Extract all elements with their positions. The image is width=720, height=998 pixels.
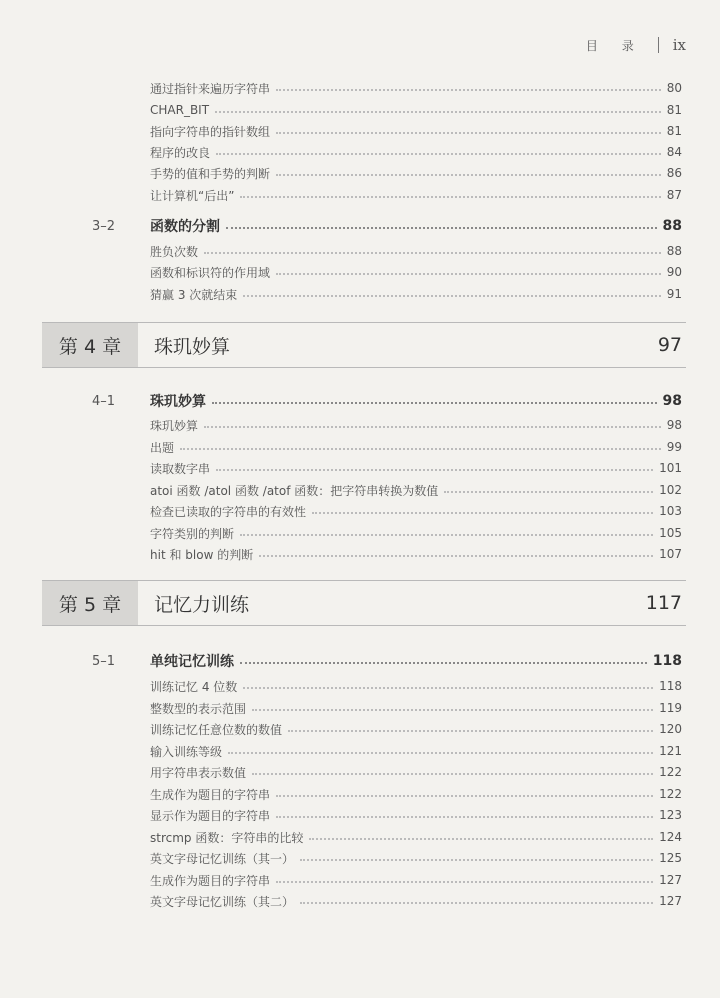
- dot-leader: [312, 512, 653, 514]
- toc-entry-label: 输入训练等级: [150, 744, 223, 759]
- dot-leader: [240, 662, 647, 664]
- toc-entry[interactable]: [0, 120, 720, 142]
- dot-leader: [216, 469, 653, 471]
- dot-leader: [309, 838, 653, 840]
- dot-leader: [276, 132, 661, 134]
- chapter-5-heading[interactable]: [42, 580, 686, 626]
- toc-entry[interactable]: [0, 761, 720, 783]
- toc-entry-page: 88: [666, 244, 682, 258]
- dot-leader: [444, 491, 653, 493]
- toc-entry-page: 99: [666, 440, 682, 454]
- chapter-title: 记忆力训练: [154, 593, 250, 616]
- toc-entry-page: 84: [666, 145, 682, 159]
- toc-entry-page: 98: [666, 418, 682, 432]
- toc-entry-page: 121: [659, 744, 682, 758]
- section-page: 98: [662, 393, 682, 409]
- section-title: 单纯记忆训练: [150, 654, 234, 670]
- dot-leader: [204, 252, 661, 254]
- section-number: 3–2: [92, 218, 116, 234]
- section-page: 88: [662, 218, 682, 234]
- chapter-4-heading[interactable]: [42, 322, 686, 368]
- toc-entry-label: 函数和标识符的作用域: [150, 265, 271, 280]
- toc-entry-label: 读取数字串: [150, 461, 211, 476]
- toc-entry-page: 101: [659, 461, 682, 475]
- toc-entry-label: 手势的值和手势的判断: [150, 166, 271, 181]
- dot-leader: [212, 402, 657, 404]
- toc-entry[interactable]: [0, 457, 720, 479]
- toc-entry-label: 猜赢 3 次就结束: [150, 287, 238, 302]
- toc-entry-label: 整数型的表示范围: [150, 701, 247, 716]
- toc-entry[interactable]: [0, 99, 720, 121]
- toc-entry-label: 英文字母记忆训练（其二）: [150, 894, 295, 909]
- toc-entry-label: strcmp 函数：字符串的比较: [150, 830, 304, 845]
- toc-entry-page: 81: [666, 103, 682, 117]
- section-number: 5–1: [92, 653, 116, 669]
- dot-leader: [240, 196, 660, 198]
- toc-entry-label: 胜负次数: [150, 244, 199, 259]
- toc-entry-page: 90: [666, 265, 682, 279]
- header-divider: [658, 37, 659, 53]
- dot-leader: [180, 448, 661, 450]
- toc-entry-label: 通过指针来遍历字符串: [150, 81, 271, 96]
- toc-entry[interactable]: [0, 522, 720, 544]
- dot-leader: [300, 859, 653, 861]
- toc-entry[interactable]: [0, 500, 720, 522]
- toc-entry-label: hit 和 blow 的判断: [150, 547, 254, 562]
- toc-entry-page: 120: [659, 722, 682, 736]
- toc-entry-page: 119: [659, 701, 682, 715]
- chapter-badge: 第 5 章: [42, 581, 138, 625]
- toc-entry-label: 字符类别的判断: [150, 526, 235, 541]
- toc-entry[interactable]: [0, 77, 720, 99]
- dot-leader: [252, 709, 653, 711]
- toc-entry-label: CHAR_BIT: [150, 103, 210, 117]
- toc-entry-page: 127: [659, 873, 682, 887]
- toc-entry-label: 出题: [150, 440, 175, 455]
- toc-entry-label: 训练记忆任意位数的数值: [150, 722, 283, 737]
- toc-entry-page: 123: [659, 808, 682, 822]
- chapter-title: 珠玑妙算: [154, 335, 231, 358]
- toc-entry[interactable]: [0, 283, 720, 305]
- toc-entry-label: 训练记忆 4 位数: [150, 679, 238, 694]
- toc-entry-page: 118: [659, 679, 682, 693]
- toc-entry-page: 103: [659, 504, 682, 518]
- chapter-page: 117: [645, 592, 682, 614]
- toc-entry-page: 91: [666, 287, 682, 301]
- dot-leader: [259, 555, 653, 557]
- toc-entry-page: 125: [659, 851, 682, 865]
- dot-leader: [300, 902, 653, 904]
- dot-leader: [240, 534, 653, 536]
- header-title: 目 录: [585, 38, 644, 53]
- toc-entry-label: 用字符串表示数值: [150, 765, 247, 780]
- dot-leader: [228, 752, 653, 754]
- toc-entry-page: 86: [666, 166, 682, 180]
- dot-leader: [276, 273, 661, 275]
- dot-leader: [204, 426, 661, 428]
- dot-leader: [215, 111, 661, 113]
- toc-entry-page: 122: [659, 765, 682, 779]
- toc-entry-page: 124: [659, 830, 682, 844]
- dot-leader: [276, 174, 661, 176]
- toc-entry-page: 87: [666, 188, 682, 202]
- toc-entry[interactable]: [0, 740, 720, 762]
- running-header: [586, 36, 686, 54]
- toc-entry[interactable]: [0, 869, 720, 891]
- toc-entry-label: 检查已读取的字符串的有效性: [150, 504, 307, 519]
- toc-entry-label: 程序的改良: [150, 145, 211, 160]
- toc-entry-page: 122: [659, 787, 682, 801]
- chapter-page: 97: [657, 334, 682, 356]
- header-page-number: ix: [672, 36, 686, 54]
- toc-entry[interactable]: [0, 184, 720, 206]
- dot-leader: [276, 881, 653, 883]
- toc-section-3-2[interactable]: [0, 215, 720, 237]
- toc-entry-label: 生成作为题目的字符串: [150, 787, 271, 802]
- dot-leader: [216, 153, 661, 155]
- toc-section-5-1[interactable]: [0, 650, 720, 672]
- section-page: 118: [652, 653, 682, 669]
- toc-entry[interactable]: [0, 436, 720, 458]
- toc-entry[interactable]: [0, 783, 720, 805]
- toc-section-4-1[interactable]: [0, 390, 720, 412]
- toc-entry-label: 指向字符串的指针数组: [150, 124, 271, 139]
- toc-entry-page: 80: [666, 81, 682, 95]
- dot-leader: [226, 227, 657, 229]
- toc-entry[interactable]: [0, 261, 720, 283]
- dot-leader: [243, 295, 660, 297]
- toc-entry[interactable]: [0, 697, 720, 719]
- toc-entry[interactable]: [0, 414, 720, 436]
- toc-entry-page: 102: [659, 483, 682, 497]
- toc-entry[interactable]: [0, 141, 720, 163]
- dot-leader: [276, 89, 661, 91]
- dot-leader: [252, 773, 653, 775]
- section-title: 珠玑妙算: [150, 394, 206, 410]
- toc-entry-label: 生成作为题目的字符串: [150, 873, 271, 888]
- toc-entry-page: 107: [659, 547, 682, 561]
- toc-entry-page: 127: [659, 894, 682, 908]
- toc-entry[interactable]: [0, 479, 720, 501]
- toc-entry[interactable]: [0, 240, 720, 262]
- section-title: 函数的分割: [150, 219, 220, 235]
- dot-leader: [288, 730, 653, 732]
- toc-entry[interactable]: [0, 826, 720, 848]
- toc-entry-label: atoi 函数 /atol 函数 /atof 函数：把字符串转换为数值: [150, 483, 439, 498]
- toc-entry-page: 105: [659, 526, 682, 540]
- toc-entry[interactable]: [0, 890, 720, 912]
- toc-entry[interactable]: [0, 162, 720, 184]
- toc-entry-label: 英文字母记忆训练（其一）: [150, 851, 295, 866]
- dot-leader: [276, 795, 653, 797]
- toc-entry[interactable]: [0, 675, 720, 697]
- chapter-badge: 第 4 章: [42, 323, 138, 367]
- toc-entry-label: 让计算机“后出”: [150, 188, 235, 203]
- toc-entry[interactable]: [0, 804, 720, 826]
- toc-entry[interactable]: [0, 847, 720, 869]
- toc-entry-label: 显示作为题目的字符串: [150, 808, 271, 823]
- dot-leader: [243, 687, 653, 689]
- dot-leader: [276, 816, 653, 818]
- toc-entry-label: 珠玑妙算: [150, 418, 199, 433]
- section-number: 4–1: [92, 393, 116, 409]
- toc-entry[interactable]: [0, 718, 720, 740]
- toc-entry-page: 81: [666, 124, 682, 138]
- toc-entry[interactable]: [0, 543, 720, 565]
